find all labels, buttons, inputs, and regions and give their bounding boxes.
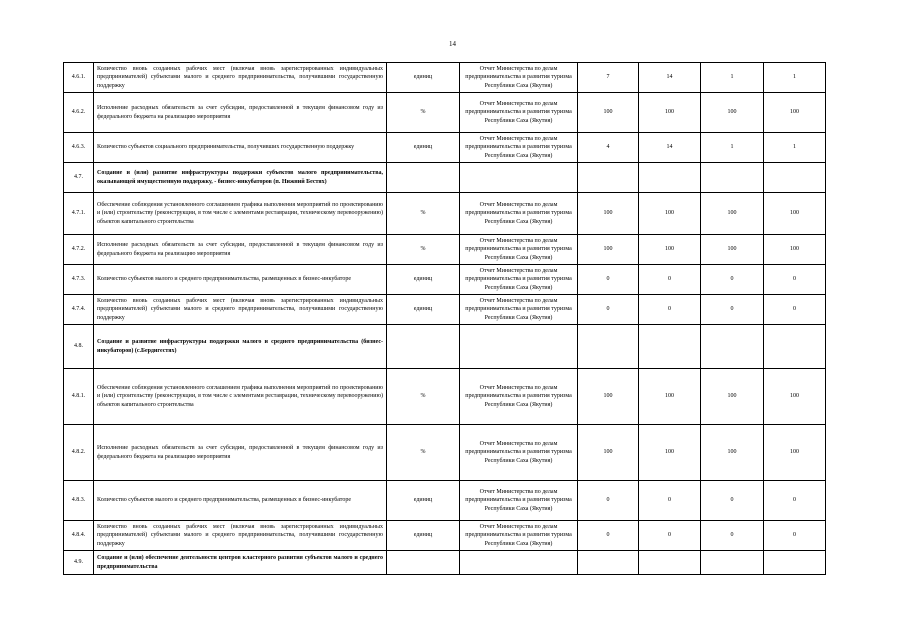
table-row bbox=[64, 425, 826, 481]
value-cell bbox=[578, 551, 639, 575]
source-cell bbox=[460, 551, 578, 575]
page-number: 14 bbox=[449, 40, 456, 48]
unit-cell: единиц bbox=[387, 133, 460, 163]
value-cell: 100 bbox=[639, 425, 701, 481]
indicator-description-cell: Количество субъектов социального предпринимательства, получивших государственную поддержку bbox=[94, 133, 387, 163]
row-number-cell: 4.8.3. bbox=[64, 481, 94, 521]
value-cell bbox=[701, 325, 764, 369]
source-cell bbox=[460, 325, 578, 369]
indicator-description-cell: Создание и (или) развитие инфраструктуры поддержки субъектов малого предпринимательства, оказывающей имущественную поддержку, - бизнес-инкубаторов (п. Нижний Бестях) bbox=[94, 163, 387, 193]
indicator-description-cell: Количество субъектов малого и среднего предпринимательства, размещенных в бизнес-инкубаторе bbox=[94, 265, 387, 295]
table-row bbox=[64, 235, 826, 265]
table-row bbox=[64, 163, 826, 193]
value-cell: 1 bbox=[764, 63, 826, 93]
value-cell: 0 bbox=[701, 521, 764, 551]
source-cell: Отчет Министерства по делам предпринимательства и развития туризма Республики Саха (Якутия) bbox=[460, 425, 578, 481]
unit-cell: единиц bbox=[387, 295, 460, 325]
value-cell: 100 bbox=[764, 235, 826, 265]
value-cell: 100 bbox=[578, 235, 639, 265]
indicator-description-cell: Количество вновь созданных рабочих мест (включая вновь зарегистрированных индивидуальных предпринимателей) субъектами малого и среднего предпринимательства, получившими государственную поддержку bbox=[94, 521, 387, 551]
unit-cell bbox=[387, 325, 460, 369]
unit-cell: % bbox=[387, 93, 460, 133]
unit-cell: % bbox=[387, 235, 460, 265]
row-number-cell: 4.9. bbox=[64, 551, 94, 575]
value-cell bbox=[764, 325, 826, 369]
source-cell: Отчет Министерства по делам предпринимательства и развития туризма Республики Саха (Якутия) bbox=[460, 369, 578, 425]
row-number-cell: 4.7. bbox=[64, 163, 94, 193]
table-row bbox=[64, 193, 826, 235]
source-cell: Отчет Министерства по делам предпринимательства и развития туризма Республики Саха (Якутия) bbox=[460, 235, 578, 265]
row-number-cell: 4.6.2. bbox=[64, 93, 94, 133]
row-number-cell: 4.8.2. bbox=[64, 425, 94, 481]
value-cell: 0 bbox=[578, 265, 639, 295]
table-row bbox=[64, 93, 826, 133]
value-cell: 7 bbox=[578, 63, 639, 93]
indicator-description-cell: Количество субъектов малого и среднего предпринимательства, размещенных в бизнес-инкубаторе bbox=[94, 481, 387, 521]
value-cell: 100 bbox=[764, 93, 826, 133]
value-cell: 0 bbox=[578, 481, 639, 521]
value-cell: 100 bbox=[578, 93, 639, 133]
value-cell: 14 bbox=[639, 63, 701, 93]
row-number-cell: 4.7.2. bbox=[64, 235, 94, 265]
source-cell: Отчет Министерства по делам предпринимательства и развития туризма Республики Саха (Якутия) bbox=[460, 133, 578, 163]
value-cell: 100 bbox=[639, 235, 701, 265]
table-row bbox=[64, 369, 826, 425]
unit-cell: % bbox=[387, 425, 460, 481]
value-cell: 100 bbox=[701, 425, 764, 481]
row-number-cell: 4.7.1. bbox=[64, 193, 94, 235]
value-cell bbox=[578, 325, 639, 369]
indicator-description-cell: Количество вновь созданных рабочих мест (включая вновь зарегистрированных индивидуальных предпринимателей) субъектами малого и среднего предпринимательства, получившими государственную поддержку bbox=[94, 63, 387, 93]
value-cell: 4 bbox=[578, 133, 639, 163]
value-cell bbox=[701, 163, 764, 193]
value-cell bbox=[639, 325, 701, 369]
indicator-description-cell: Создание и (или) обеспечение деятельности центров кластерного развития субъектов малого и среднего предпринимательства bbox=[94, 551, 387, 575]
value-cell: 0 bbox=[701, 265, 764, 295]
value-cell: 100 bbox=[578, 193, 639, 235]
value-cell: 100 bbox=[701, 193, 764, 235]
value-cell bbox=[639, 163, 701, 193]
value-cell: 100 bbox=[701, 93, 764, 133]
value-cell: 100 bbox=[764, 193, 826, 235]
value-cell: 0 bbox=[639, 481, 701, 521]
source-cell: Отчет Министерства по делам предпринимательства и развития туризма Республики Саха (Якутия) bbox=[460, 93, 578, 133]
value-cell: 100 bbox=[578, 369, 639, 425]
value-cell bbox=[639, 551, 701, 575]
value-cell: 0 bbox=[639, 265, 701, 295]
table-row bbox=[64, 325, 826, 369]
value-cell: 0 bbox=[764, 295, 826, 325]
unit-cell: % bbox=[387, 369, 460, 425]
value-cell: 100 bbox=[764, 425, 826, 481]
value-cell: 0 bbox=[764, 521, 826, 551]
row-number-cell: 4.6.3. bbox=[64, 133, 94, 163]
indicator-description-cell: Обеспечение соблюдения установленного соглашением графика выполнения мероприятий по проектированию и (или) строительству (реконструкции, в том числе с элементами реставрации, техническому перевооружению) объектов капитального строительства bbox=[94, 369, 387, 425]
row-number-cell: 4.7.3. bbox=[64, 265, 94, 295]
unit-cell bbox=[387, 551, 460, 575]
row-number-cell: 4.8. bbox=[64, 325, 94, 369]
value-cell: 14 bbox=[639, 133, 701, 163]
table-row bbox=[64, 295, 826, 325]
source-cell: Отчет Министерства по делам предпринимательства и развития туризма Республики Саха (Якутия) bbox=[460, 521, 578, 551]
value-cell: 100 bbox=[764, 369, 826, 425]
value-cell: 0 bbox=[701, 295, 764, 325]
value-cell: 0 bbox=[578, 295, 639, 325]
row-number-cell: 4.8.1. bbox=[64, 369, 94, 425]
unit-cell: % bbox=[387, 193, 460, 235]
indicator-description-cell: Исполнение расходных обязательств за счет субсидии, предоставленной в текущем финансовом году из федерального бюджета на реализацию мероприятия bbox=[94, 425, 387, 481]
value-cell: 100 bbox=[701, 235, 764, 265]
value-cell: 100 bbox=[701, 369, 764, 425]
row-number-cell: 4.6.1. bbox=[64, 63, 94, 93]
row-number-cell: 4.7.4. bbox=[64, 295, 94, 325]
table-row bbox=[64, 551, 826, 575]
unit-cell: единиц bbox=[387, 265, 460, 295]
table-row bbox=[64, 265, 826, 295]
value-cell: 100 bbox=[639, 93, 701, 133]
unit-cell: единиц bbox=[387, 521, 460, 551]
indicator-description-cell: Исполнение расходных обязательств за счет субсидии, предоставленной в текущем финансовом году из федерального бюджета на реализацию мероприятия bbox=[94, 93, 387, 133]
indicator-description-cell: Исполнение расходных обязательств за счет субсидии, предоставленной в текущем финансовом году из федерального бюджета на реализацию мероприятия bbox=[94, 235, 387, 265]
value-cell: 0 bbox=[764, 265, 826, 295]
value-cell: 100 bbox=[639, 369, 701, 425]
value-cell bbox=[578, 163, 639, 193]
indicators-table bbox=[63, 62, 826, 575]
table-body bbox=[64, 63, 826, 575]
source-cell bbox=[460, 163, 578, 193]
indicator-description-cell: Обеспечение соблюдения установленного соглашением графика выполнения мероприятий по проектированию и (или) строительству (реконструкции, в том числе с элементами реставрации, техническому перевооружению) объектов капитального строительства bbox=[94, 193, 387, 235]
value-cell: 0 bbox=[701, 481, 764, 521]
value-cell bbox=[701, 551, 764, 575]
indicator-description-cell: Количество вновь созданных рабочих мест (включая вновь зарегистрированных индивидуальных предпринимателей) субъектами малого и среднего предпринимательства, получившими государственную поддержку bbox=[94, 295, 387, 325]
value-cell: 100 bbox=[639, 193, 701, 235]
source-cell: Отчет Министерства по делам предпринимательства и развития туризма Республики Саха (Якутия) bbox=[460, 193, 578, 235]
source-cell: Отчет Министерства по делам предпринимательства и развития туризма Республики Саха (Якутия) bbox=[460, 481, 578, 521]
value-cell: 0 bbox=[639, 295, 701, 325]
value-cell bbox=[764, 163, 826, 193]
unit-cell: единиц bbox=[387, 481, 460, 521]
source-cell: Отчет Министерства по делам предпринимательства и развития туризма Республики Саха (Якутия) bbox=[460, 63, 578, 93]
indicator-description-cell: Создание и развитие инфраструктуры поддержки малого и среднего предпринимательства (бизнес-инкубаторов) (с.Бердигестях) bbox=[94, 325, 387, 369]
value-cell: 1 bbox=[764, 133, 826, 163]
source-cell: Отчет Министерства по делам предпринимательства и развития туризма Республики Саха (Якутия) bbox=[460, 295, 578, 325]
value-cell: 0 bbox=[764, 481, 826, 521]
value-cell bbox=[764, 551, 826, 575]
unit-cell: единиц bbox=[387, 63, 460, 93]
table-row bbox=[64, 63, 826, 93]
source-cell: Отчет Министерства по делам предпринимательства и развития туризма Республики Саха (Якутия) bbox=[460, 265, 578, 295]
table-row bbox=[64, 133, 826, 163]
unit-cell bbox=[387, 163, 460, 193]
value-cell: 100 bbox=[578, 425, 639, 481]
row-number-cell: 4.8.4. bbox=[64, 521, 94, 551]
value-cell: 0 bbox=[578, 521, 639, 551]
table-row bbox=[64, 481, 826, 521]
value-cell: 1 bbox=[701, 133, 764, 163]
value-cell: 1 bbox=[701, 63, 764, 93]
value-cell: 0 bbox=[639, 521, 701, 551]
table-row bbox=[64, 521, 826, 551]
